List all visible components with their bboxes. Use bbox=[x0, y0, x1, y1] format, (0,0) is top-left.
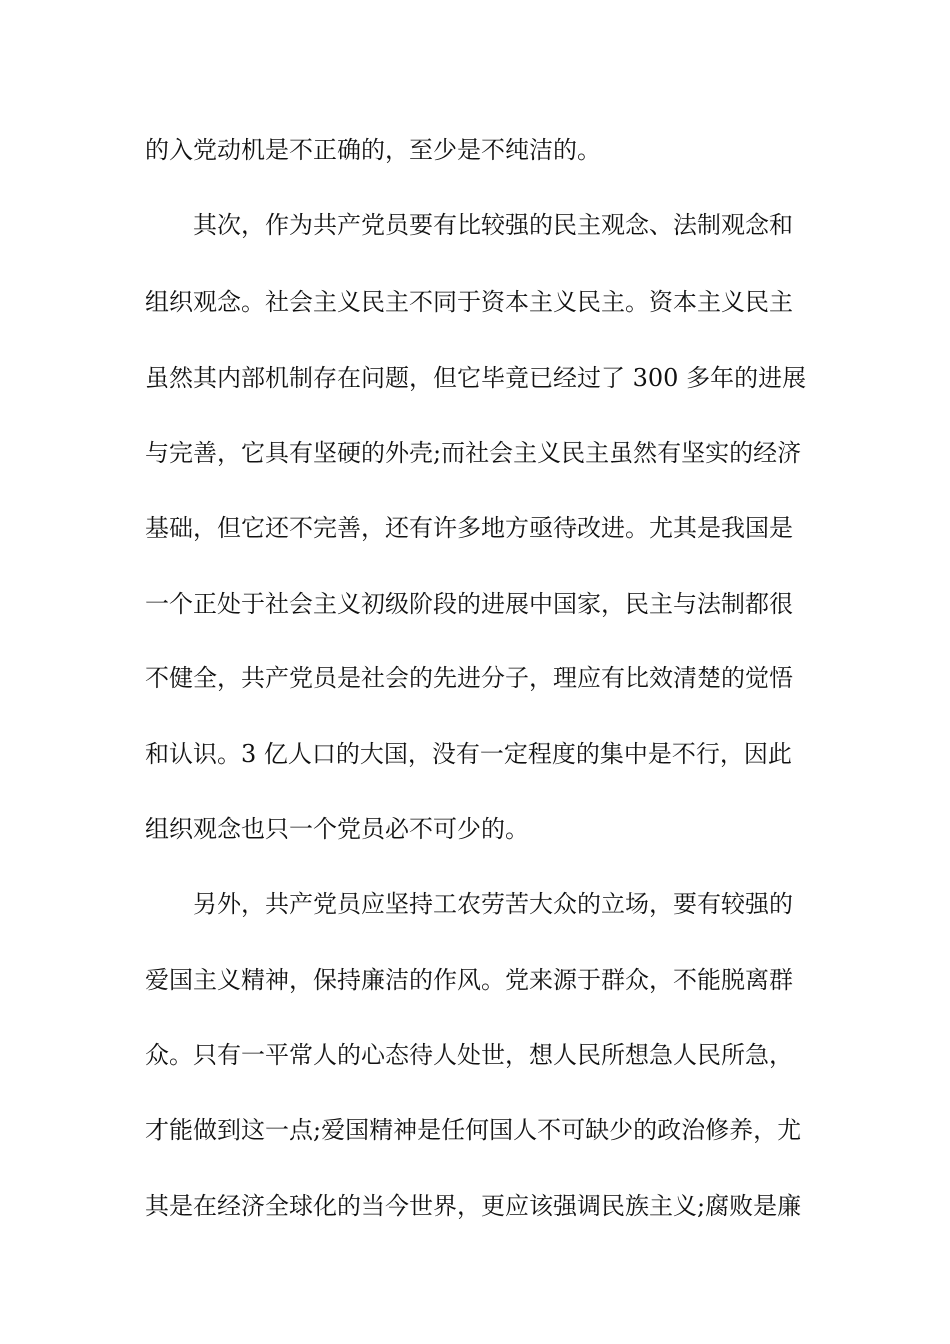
paragraph-line-13: 众。只有一平常人的心态待人处世，想人民所想急人民所急， bbox=[145, 1041, 793, 1069]
paragraph-line-15: 其是在经济全球化的当今世界，更应该强调民族主义;腐败是廉 bbox=[145, 1192, 802, 1220]
paragraph-line-3: 组织观念。社会主义民主不同于资本主义民主。资本主义民主 bbox=[145, 288, 793, 316]
paragraph-line-4: 虽然其内部机制存在问题，但它毕竟已经过了 300 多年的进展 bbox=[145, 364, 807, 392]
paragraph-line-7: 一个正处于社会主义初级阶段的进展中国家，民主与法制都很 bbox=[145, 590, 793, 618]
paragraph-line-1: 的入党动机是不正确的，至少是不纯洁的。 bbox=[145, 136, 601, 164]
paragraph-line-9: 和认识。3 亿人口的大国，没有一定程度的集中是不行，因此 bbox=[145, 740, 792, 768]
paragraph-line-5: 与完善，它具有坚硬的外壳;而社会主义民主虽然有坚实的经济 bbox=[145, 439, 802, 467]
paragraph-line-10: 组织观念也只一个党员必不可少的。 bbox=[145, 815, 529, 843]
paragraph-line-12: 爱国主义精神，保持廉洁的作风。党来源于群众，不能脱离群 bbox=[145, 966, 793, 994]
paragraph-line-11: 另外，共产党员应坚持工农劳苦大众的立场，要有较强的 bbox=[193, 890, 793, 918]
paragraph-line-6: 基础，但它还不完善，还有许多地方亟待改进。尤其是我国是 bbox=[145, 514, 793, 542]
paragraph-line-14: 才能做到这一点;爱国精神是任何国人不可缺少的政治修养，尤 bbox=[145, 1116, 802, 1144]
paragraph-line-2: 其次，作为共产党员要有比较强的民主观念、法制观念和 bbox=[193, 211, 793, 239]
paragraph-line-8: 不健全，共产党员是社会的先进分子，理应有比效清楚的觉悟 bbox=[145, 664, 793, 692]
